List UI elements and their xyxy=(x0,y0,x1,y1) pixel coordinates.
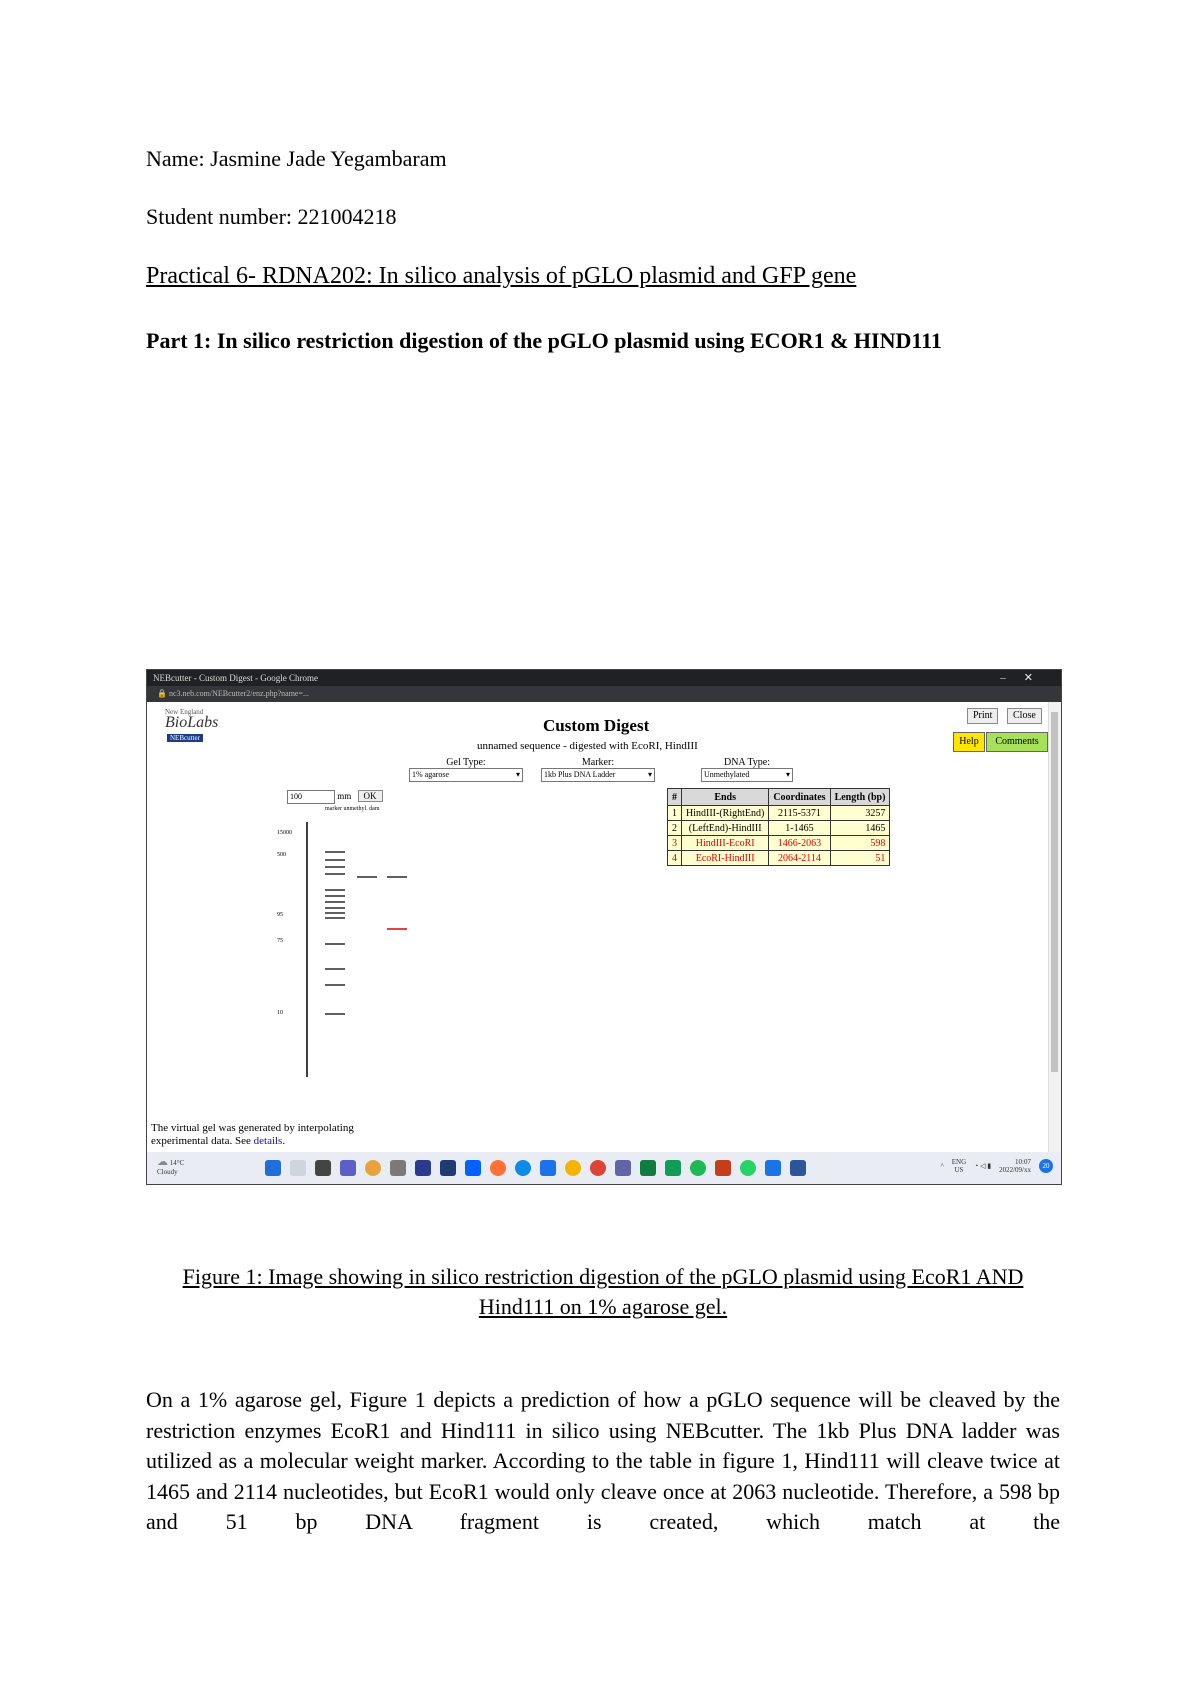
weather-widget[interactable] xyxy=(157,1158,184,1177)
fragments-table-wrap xyxy=(667,788,890,866)
mail-icon[interactable] xyxy=(540,1160,556,1176)
sample-lane-dam xyxy=(387,877,407,929)
start-icon[interactable] xyxy=(265,1160,281,1176)
edge-icon[interactable] xyxy=(515,1160,531,1176)
window-title: NEBcutter - Custom Digest - Google Chrome xyxy=(153,673,318,683)
page-title: Custom Digest xyxy=(543,716,650,735)
excel-icon[interactable] xyxy=(640,1160,656,1176)
teams-icon[interactable] xyxy=(615,1160,631,1176)
chrome-icon-3[interactable] xyxy=(590,1160,606,1176)
cell-length: 51 xyxy=(830,851,890,866)
table-row[interactable] xyxy=(668,821,890,836)
virtual-gel xyxy=(277,812,417,1082)
zoom-input[interactable]: 100 xyxy=(287,790,335,804)
document-title: Practical 6- RDNA202: In silico analysis of pGLO plasmid and GFP gene xyxy=(146,263,857,289)
zoom-unit: mm xyxy=(337,791,352,802)
weather-temp: 14°C xyxy=(169,1159,185,1167)
col-number: # xyxy=(668,789,682,806)
cell-number: 2 xyxy=(668,821,682,836)
cloud-icon: ☁ xyxy=(157,1156,168,1168)
sheets-icon[interactable] xyxy=(665,1160,681,1176)
task-view-icon[interactable] xyxy=(315,1160,331,1176)
cell-coords: 2064-2114 xyxy=(769,851,830,866)
cell-coords: 1466-2063 xyxy=(769,836,830,851)
marker-lane xyxy=(325,852,345,1014)
fragments-table xyxy=(667,788,890,866)
gel-type-label: Gel Type: xyxy=(446,757,486,768)
search-icon[interactable] xyxy=(290,1160,306,1176)
student-name: Name: Jasmine Jade Yegambaram xyxy=(146,146,447,171)
dna-type-label: DNA Type: xyxy=(723,757,771,768)
store-icon[interactable] xyxy=(440,1160,456,1176)
cell-number: 4 xyxy=(668,851,682,866)
table-row[interactable] xyxy=(668,836,890,851)
close-button[interactable]: Close xyxy=(1007,708,1042,724)
marker-label: Marker: xyxy=(581,757,615,768)
whatsapp-icon[interactable] xyxy=(740,1160,756,1176)
windows-taskbar xyxy=(147,1152,1061,1184)
table-row[interactable] xyxy=(668,806,890,821)
footnote-end: . xyxy=(282,1135,286,1147)
cell-number: 3 xyxy=(668,836,682,851)
neb-logo[interactable] xyxy=(153,706,217,744)
chat-icon[interactable] xyxy=(340,1160,356,1176)
col-ends: Ends xyxy=(682,789,769,806)
part1-heading: Part 1: In silico restriction digestion of the pGLO plasmid using ECOR1 & HIND111 xyxy=(146,328,942,353)
gel-type-select[interactable]: 1% agarose ▾ xyxy=(409,768,523,782)
dna-type-control xyxy=(701,757,793,782)
figure-screenshot xyxy=(146,669,1062,1185)
cell-coords: 1-1465 xyxy=(769,821,830,836)
url-text: nc3.neb.com/NEBcutter2/enz.php?name=... xyxy=(168,689,309,698)
marker-control xyxy=(541,757,655,782)
cell-ends: EcoRI-HindIII xyxy=(682,851,769,866)
cell-length: 3257 xyxy=(830,806,890,821)
scale-label: 500 xyxy=(277,852,286,858)
app-b-icon[interactable] xyxy=(415,1160,431,1176)
cell-ends: HindIII-EcoRI xyxy=(682,836,769,851)
page-subtitle: unnamed sequence - digested with EcoRI, HindIII xyxy=(477,740,698,752)
dna-type-select[interactable]: Unmethylated ▾ xyxy=(701,768,793,782)
word-icon[interactable] xyxy=(790,1160,806,1176)
logo-name: BioLabs xyxy=(165,714,219,731)
cell-coords: 2115-5371 xyxy=(769,806,830,821)
scale-label: 15000 xyxy=(277,830,292,836)
marker-select[interactable]: 1kb Plus DNA Ladder ▾ xyxy=(541,768,655,782)
zoom-row xyxy=(287,790,383,804)
firefox-icon[interactable] xyxy=(490,1160,506,1176)
scale-label: 95 xyxy=(277,912,283,918)
clock[interactable]: 10:07 2022/09/xx xyxy=(999,1158,1031,1174)
taskbar-icons xyxy=(265,1160,806,1176)
language-indicator[interactable]: ENG US xyxy=(951,1158,967,1174)
lock-icon: 🔒 xyxy=(157,689,169,698)
cell-ends: (LeftEnd)-HindIII xyxy=(682,821,769,836)
gel-type-control xyxy=(409,757,523,782)
chrome-icon-2[interactable] xyxy=(565,1160,581,1176)
body-paragraph: On a 1% agarose gel, Figure 1 depicts a prediction of how a pGLO sequence will be cleaved by the restriction enzymes EcoR1 and Hind111 in silico using NEBcutter. The 1kb Plus DNA ladder was utilized as a molecular weight marker. According to the table in figure 1, Hind111 will cleave twice at 1465 and 2114 nucleotides, but EcoR1 would only cleave once at 2063 nucleotide. Therefore, a 598 bp and 51 bp DNA fragment is created, which match at the xyxy=(146,1387,1060,1534)
dropbox-icon[interactable] xyxy=(465,1160,481,1176)
lane-labels: marker unmethyl. dam xyxy=(325,806,380,812)
col-coordinates: Coordinates xyxy=(769,789,830,806)
notification-badge[interactable]: 20 xyxy=(1039,1159,1053,1173)
wifi-sound-battery-icons[interactable]: ◔ ◁ ▮ xyxy=(974,1162,992,1170)
print-button[interactable]: Print xyxy=(967,708,998,724)
footnote-line2: experimental data. See xyxy=(151,1135,254,1147)
chrome-icon[interactable] xyxy=(365,1160,381,1176)
weather-desc: Cloudy xyxy=(157,1168,178,1176)
scale-label: 75 xyxy=(277,938,283,944)
spotify-icon[interactable] xyxy=(690,1160,706,1176)
footnote-line1: The virtual gel was generated by interpolating xyxy=(151,1122,354,1134)
logo-top-text: New England xyxy=(165,708,204,716)
address-bar[interactable] xyxy=(147,686,1061,702)
feedback-icon[interactable] xyxy=(765,1160,781,1176)
explorer-icon[interactable] xyxy=(390,1160,406,1176)
vertical-scrollbar[interactable] xyxy=(1048,702,1061,1152)
chevron-up-icon[interactable]: ^ xyxy=(940,1162,944,1170)
details-link[interactable]: details xyxy=(253,1135,283,1147)
cell-length: 1465 xyxy=(830,821,890,836)
cell-length: 598 xyxy=(830,836,890,851)
cell-number: 1 xyxy=(668,806,682,821)
gel-footnote xyxy=(151,1122,354,1148)
figure-caption: Figure 1: Image showing in silico restriction digestion of the pGLO plasmid using EcoR1 AND Hind111 on 1% agarose gel. xyxy=(182,1264,1024,1319)
scale-label: 10 xyxy=(277,1010,283,1016)
logo-badge: NEBcutter xyxy=(167,734,203,742)
col-length: Length (bp) xyxy=(830,789,890,806)
table-row[interactable] xyxy=(668,851,890,866)
ok-button[interactable]: OK xyxy=(358,790,383,802)
window-titlebar xyxy=(147,670,1061,686)
scrollbar-thumb[interactable] xyxy=(1051,712,1058,1072)
powerpoint-icon[interactable] xyxy=(715,1160,731,1176)
window-controls[interactable]: –✕ xyxy=(1000,672,1051,684)
student-number: Student number: 221004218 xyxy=(146,204,397,229)
page-content xyxy=(147,702,1049,1152)
help-button[interactable]: Help xyxy=(953,732,985,752)
system-tray xyxy=(940,1158,1053,1174)
comments-button[interactable]: Comments xyxy=(986,732,1048,752)
cell-ends: HindIII-(RightEnd) xyxy=(682,806,769,821)
